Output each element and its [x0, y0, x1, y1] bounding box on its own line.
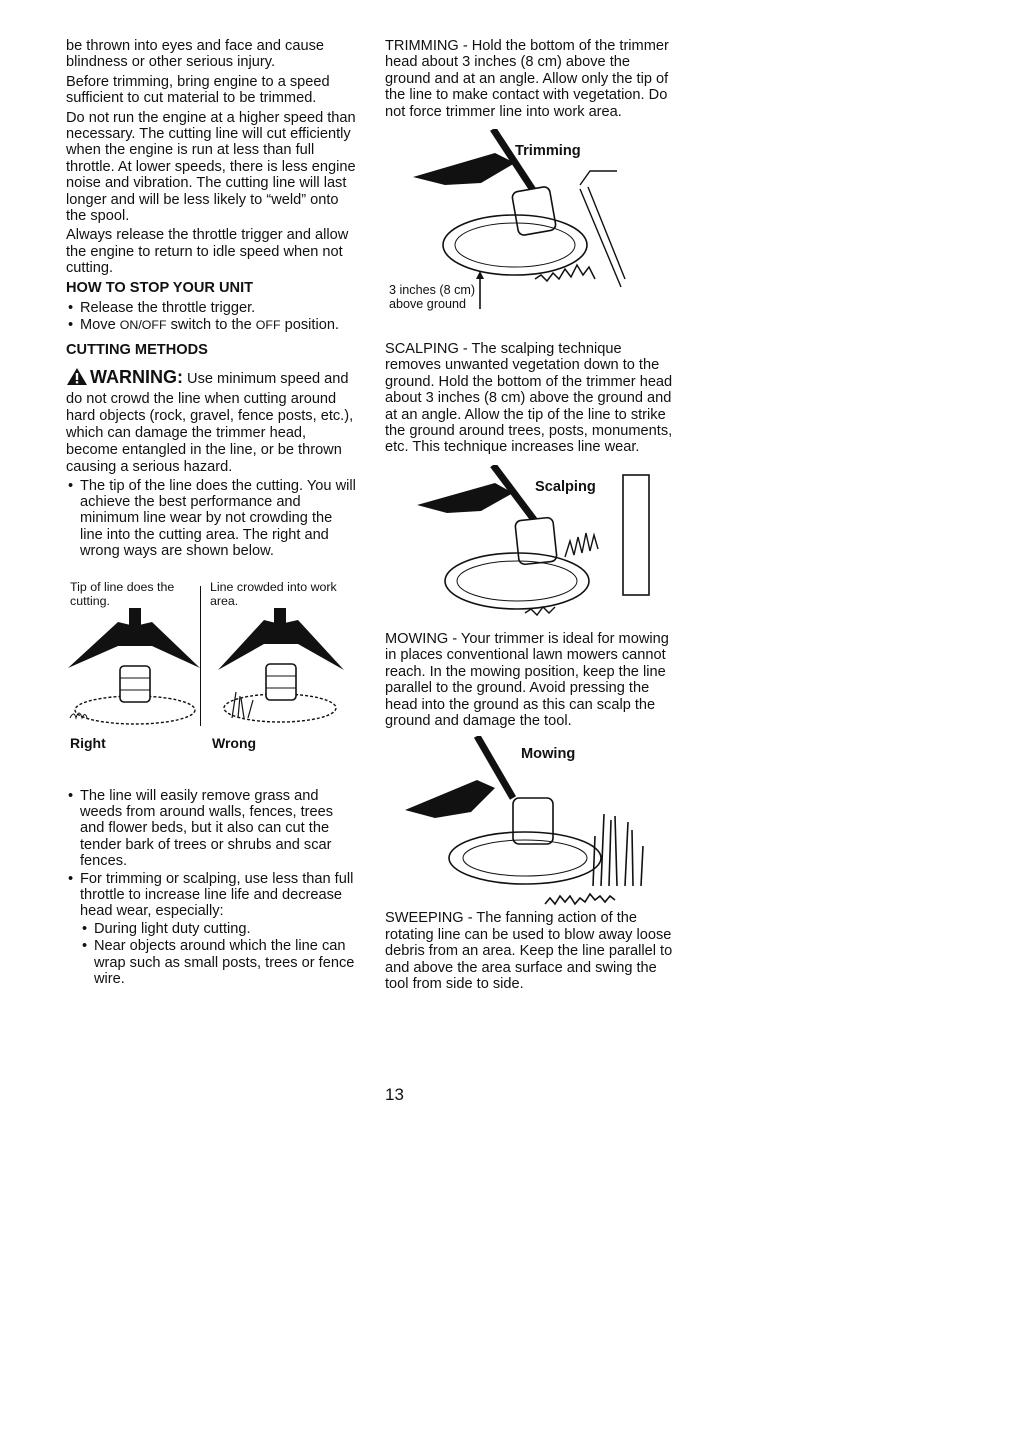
paragraph-release-trigger: Always release the throttle trigger and allow the engine to return to idle speed when not cutting.	[66, 227, 349, 277]
usage-list	[66, 788, 356, 988]
sub-near-objects: • Near objects around which the line can wrap such as small posts, trees or fence wire.	[80, 938, 356, 987]
paragraph-scalping: SCALPING - The scalping technique removes unwanted vegetation down to the ground. Hold the bottom of the trimmer head about 3 inches (8 cm) above the ground and at an angle. Allow the tip of the line to strike the ground around trees, posts, monuments, etc. This technique increases line wear.	[385, 341, 673, 456]
bullet-remove-grass: • The line will easily remove grass and weeds from around walls, fences, trees and flower beds, but it also can cut the tender bark of trees or shrubs and scar fences.	[66, 788, 356, 870]
paragraph-trimming: TRIMMING - Hold the bottom of the trimmer head about 3 inches (8 cm) above the ground and at an angle. Allow only the tip of the line to make contact with vegetation. Do not force trimmer line into work area.	[385, 38, 669, 120]
heading-how-to-stop: HOW TO STOP YOUR UNIT	[66, 279, 254, 296]
stop-list	[66, 300, 356, 334]
warning-text: Use minimum speed and do not crowd the line when cutting around hard objects (rock, gravel, fence posts, etc.), which can damage the trimmer head, become entangled in the line, or be thrown causing a serious hazard.	[66, 370, 354, 475]
paragraph-eye-injury: be thrown into eyes and face and cause blindness or other serious injury.	[66, 38, 324, 71]
heading-cutting-methods: CUTTING METHODS	[66, 341, 208, 358]
scalping-illustration	[385, 465, 675, 625]
mowing-figure	[385, 732, 675, 910]
figure-divider	[200, 586, 201, 726]
scalping-caption: Scalping	[535, 478, 596, 495]
warning-block	[66, 367, 356, 476]
warning-label: WARNING:	[90, 366, 183, 387]
throttle-sublist	[80, 921, 356, 988]
mowing-illustration	[385, 736, 675, 911]
trimmer-head-wrong-illustration	[208, 608, 348, 730]
warning-triangle-icon	[66, 367, 88, 391]
left-column	[66, 38, 356, 990]
trimming-figure	[385, 123, 675, 311]
right-column	[385, 38, 675, 995]
right-wrong-figure	[60, 580, 350, 760]
page-number: 13	[385, 1085, 404, 1104]
right-label: Right	[70, 734, 106, 751]
sub-light-duty: • During light duty cutting.	[80, 921, 356, 937]
mowing-caption: Mowing	[521, 746, 576, 763]
trimming-height-note: 3 inches (8 cm) above ground	[389, 283, 476, 312]
paragraph-throttle: Do not run the engine at a higher speed than necessary. The cutting line will cut efficiently when the engine is run at less than full throttle. At lower speeds, there is less engine noise and vibration. The cutting line will last longer and will be less likely to “weld” onto the spool.	[66, 109, 356, 225]
paragraph-engine-speed: Before trimming, bring engine to a speed sufficient to cut material to be trimmed.	[66, 73, 330, 107]
bullet-less-throttle: • For trimming or scalping, use less than full throttle to increase line life and decrease head wear, especially: • During light duty cutting. • Near objects around which the line can wrap such as small posts, trees or fence wire.	[66, 871, 356, 988]
right-figure-caption: Tip of line does the cutting.	[70, 579, 175, 608]
paragraph-mowing: MOWING - Your trimmer is ideal for mowing in places conventional lawn mowers cannot reach. In the mowing position, keep the line parallel to the ground. Avoid pressing the head into the ground as this can scalp the ground and damage the tool.	[385, 630, 669, 729]
scalping-figure	[385, 459, 675, 619]
stop-item-switch: • Move ON/OFF switch to the OFF position.	[66, 317, 356, 333]
stop-item-release: • Release the throttle trigger.	[66, 300, 356, 316]
trimmer-head-right-illustration	[60, 608, 200, 730]
wrong-label: Wrong	[212, 734, 257, 751]
tip-list	[66, 478, 356, 560]
paragraph-sweeping: SWEEPING - The fanning action of the rotating line can be used to blow away loose debris from an area. Keep the line parallel to and above the area surface and swing the tool from side to side.	[385, 910, 673, 992]
trimming-caption: Trimming	[515, 143, 581, 160]
bullet-tip-cutting: • The tip of the line does the cutting. You will achieve the best performance and minimum line wear by not crowding the line into the cutting area. The right and wrong ways are shown below.	[66, 478, 356, 560]
wrong-figure-caption: Line crowded into work area.	[210, 579, 337, 608]
